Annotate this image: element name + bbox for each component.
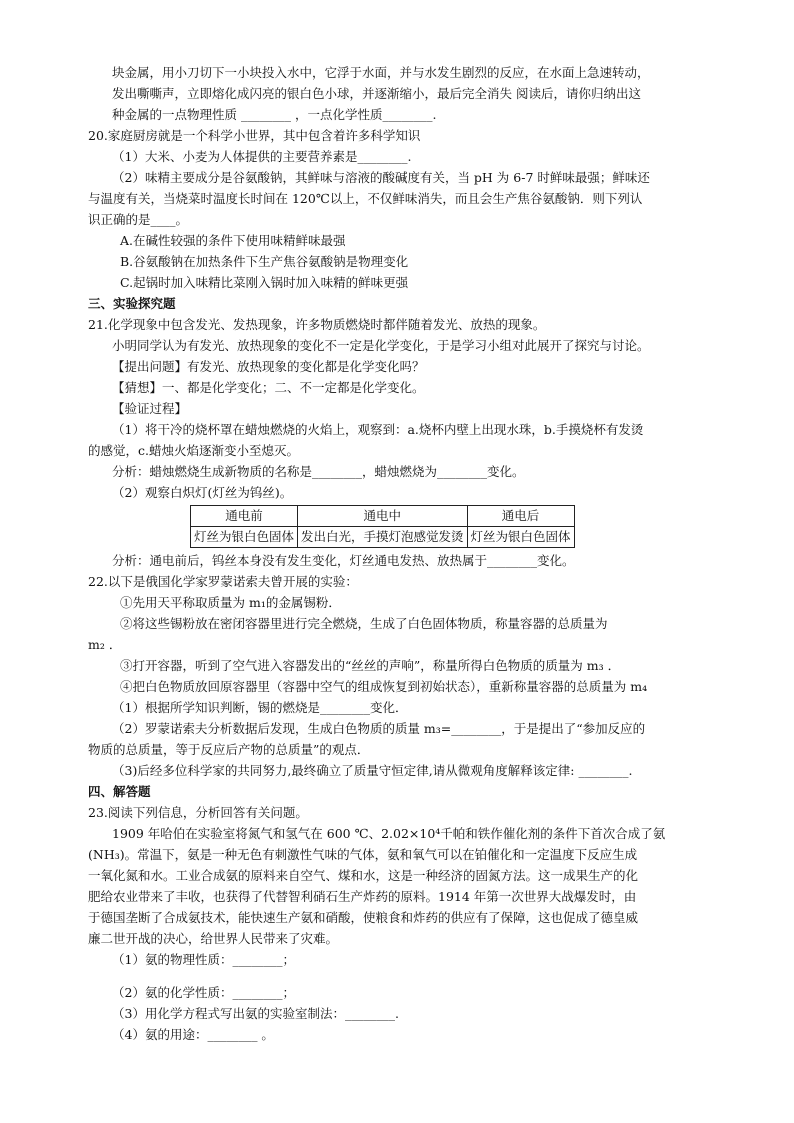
sub-question: （1）氨的物理性质：________； — [112, 952, 295, 967]
table-cell: 灯丝为银白色固体 — [191, 527, 298, 548]
paragraph-line: 【提出问题】有发光、放热现象的变化都是化学变化吗？ — [112, 359, 425, 374]
option-a: A.在碱性较强的条件下使用味精鲜味最强 — [120, 233, 346, 248]
passage-line: 于德国垄断了合成氨技术，能快速生产氨和硝酸，使粮食和炸药的供应有了保障，这也促成了德皇威 — [88, 910, 639, 925]
paragraph-line: 块金属，用小刀切下一小块投入水中，它浮于水面，并与水发生剧烈的反应，在水面上急速转动， — [112, 65, 650, 80]
step-line: ①先用天平称取质量为 m₁的金属锡粉． — [120, 595, 341, 610]
paragraph-line: 小明同学认为有发光、放热现象的变化不一定是化学变化，于是学习小组对此展开了探究与讨论。 — [112, 338, 650, 353]
passage-line: 1909 年哈伯在实验室将氮气和氢气在 600 ℃、2.02×10⁴千帕和铁作催化剂的条件下首次合成了氨 — [112, 826, 666, 841]
paragraph-line: 种金属的一点物理性质 ________ ，一点化学性质________. — [112, 107, 437, 122]
sub-question: （2）氨的化学性质：________； — [112, 985, 295, 1000]
table-header-row — [191, 506, 575, 527]
question-stem: 20.家庭厨房就是一个科学小世界，其中包含着许多科学知识 — [88, 128, 421, 143]
sub-question: （2）观察白炽灯(灯丝为钨丝)。 — [112, 485, 293, 500]
question-stem: 23.阅读下列信息，分析回答有关问题。 — [88, 805, 308, 820]
step-line: ④把白色物质放回原容器里（容器中空气的组成恢复到初始状态），重新称量容器的总质量为 m₄ — [120, 679, 648, 694]
section-heading: 三、实验探究题 — [88, 296, 176, 311]
sub-question: （2）罗蒙诺索夫分析数据后发现，生成白色物质的质量 m₃=________，于是提出了“参加反应的 — [112, 721, 646, 736]
question-stem: 22.以下是俄国化学家罗蒙诺索夫曾开展的实验： — [88, 574, 358, 589]
sub-question-cont: 与温度有关，当烧菜时温度长时间在 120℃以上，不仅鲜味消失，而且会生产焦谷氨酸钠．则下列认 — [88, 191, 643, 206]
option-b: B.谷氨酸钠在加热条件下生产焦谷氨酸钠是物理变化 — [120, 254, 409, 269]
paragraph-line: 发出嘶嘶声，立即熔化成闪亮的银白色小球，并逐渐缩小，最后完全消失 阅读后，请你归纳出这 — [112, 86, 641, 101]
question-21 — [88, 314, 710, 571]
sub-question-cont: 识正确的是____。 — [88, 212, 189, 227]
passage-line: (NH₃)。常温下，氨是一种无色有刺激性气味的气体，氨和氧气可以在铂催化和一定温度下反应生成 — [88, 847, 638, 862]
step-line: ②将这些锡粉放在密闭容器里进行完全燃烧，生成了白色固体物质，称量容器的总质量为 — [120, 616, 608, 631]
sub-question: （4）氨的用途：________ 。 — [112, 1027, 274, 1042]
sub-question: （3）用化学方程式写出氨的实验室制法：________. — [112, 1006, 399, 1021]
paragraph-line: 【猜想】一、都是化学变化；二、不一定都是化学变化。 — [112, 380, 425, 395]
sub-question-cont: 物质的总质量，等于反应后产物的总质量”的观点． — [88, 742, 370, 757]
section-heading: 四、解答题 — [88, 784, 151, 799]
paragraph-line: 【验证过程】 — [112, 401, 188, 416]
passage-line: 廉二世开战的决心，给世界人民带来了灾难。 — [88, 931, 339, 946]
passage-line: 肥给农业带来了丰收，也获得了代替智利硝石生产炸药的原料。1914 年第一次世界大战爆发时，由 — [88, 889, 637, 904]
step-line: ③打开容器，听到了空气进入容器发出的“丝丝的声响”，称量所得白色物质的质量为 m₃ ． — [120, 658, 621, 673]
sub-question: （1）根据所学知识判断，锡的燃烧是________变化． — [112, 700, 408, 715]
analysis-line: 分析：蜡烛燃烧生成新物质的名称是________，蜡烛燃烧为________变化。 — [112, 464, 525, 479]
step-line-cont: m₂ ． — [88, 637, 122, 652]
answer-space — [88, 970, 710, 982]
q19-tail — [88, 62, 710, 125]
table-header: 通电后 — [467, 506, 574, 527]
option-c: C.起锅时加入味精比菜刚入锅时加入味精的鲜味更强 — [120, 275, 409, 290]
sub-question: （1）将干冷的烧杯罩在蜡烛燃烧的火焰上，观察到：a.烧杯内壁上出现水珠，b.手摸烧杯有发烫 — [112, 422, 644, 437]
sub-question: （3)后经多位科学家的共同努力,最终确立了质量守恒定律,请从微观角度解释该定律: ________. — [112, 763, 633, 778]
question-23 — [88, 802, 710, 1045]
observation-table — [190, 505, 575, 548]
sub-question: （2）味精主要成分是谷氨酸钠，其鲜味与溶液的酸碱度有关，当 pH 为 6-7 时鲜味最强；鲜味还 — [112, 170, 650, 185]
table-header: 通电中 — [298, 506, 468, 527]
table-cell: 灯丝为银白色固体 — [467, 527, 574, 548]
sub-question-cont: 的感觉，c.蜡烛火焰逐渐变小至熄灭。 — [88, 443, 299, 458]
table-header: 通电前 — [191, 506, 298, 527]
exam-page — [88, 62, 710, 1045]
analysis-line: 分析：通电前后，钨丝本身没有发生变化，灯丝通电发热、放热属于________变化。 — [112, 553, 575, 568]
table-row — [191, 527, 575, 548]
passage-line: 一氧化氮和水。工业合成氨的原料来自空气、煤和水，这是一种经济的固氮方法。这一成果生产的化 — [88, 868, 639, 883]
question-22 — [88, 571, 710, 781]
sub-question: （1）大米、小麦为人体提供的主要营养素是________. — [112, 149, 412, 164]
question-stem: 21.化学现象中包含发光、发热现象，许多物质燃烧时都伴随着发光、放热的现象。 — [88, 317, 546, 332]
question-20 — [88, 125, 710, 293]
table-cell: 发出白光，手摸灯泡感觉发烫 — [298, 527, 468, 548]
